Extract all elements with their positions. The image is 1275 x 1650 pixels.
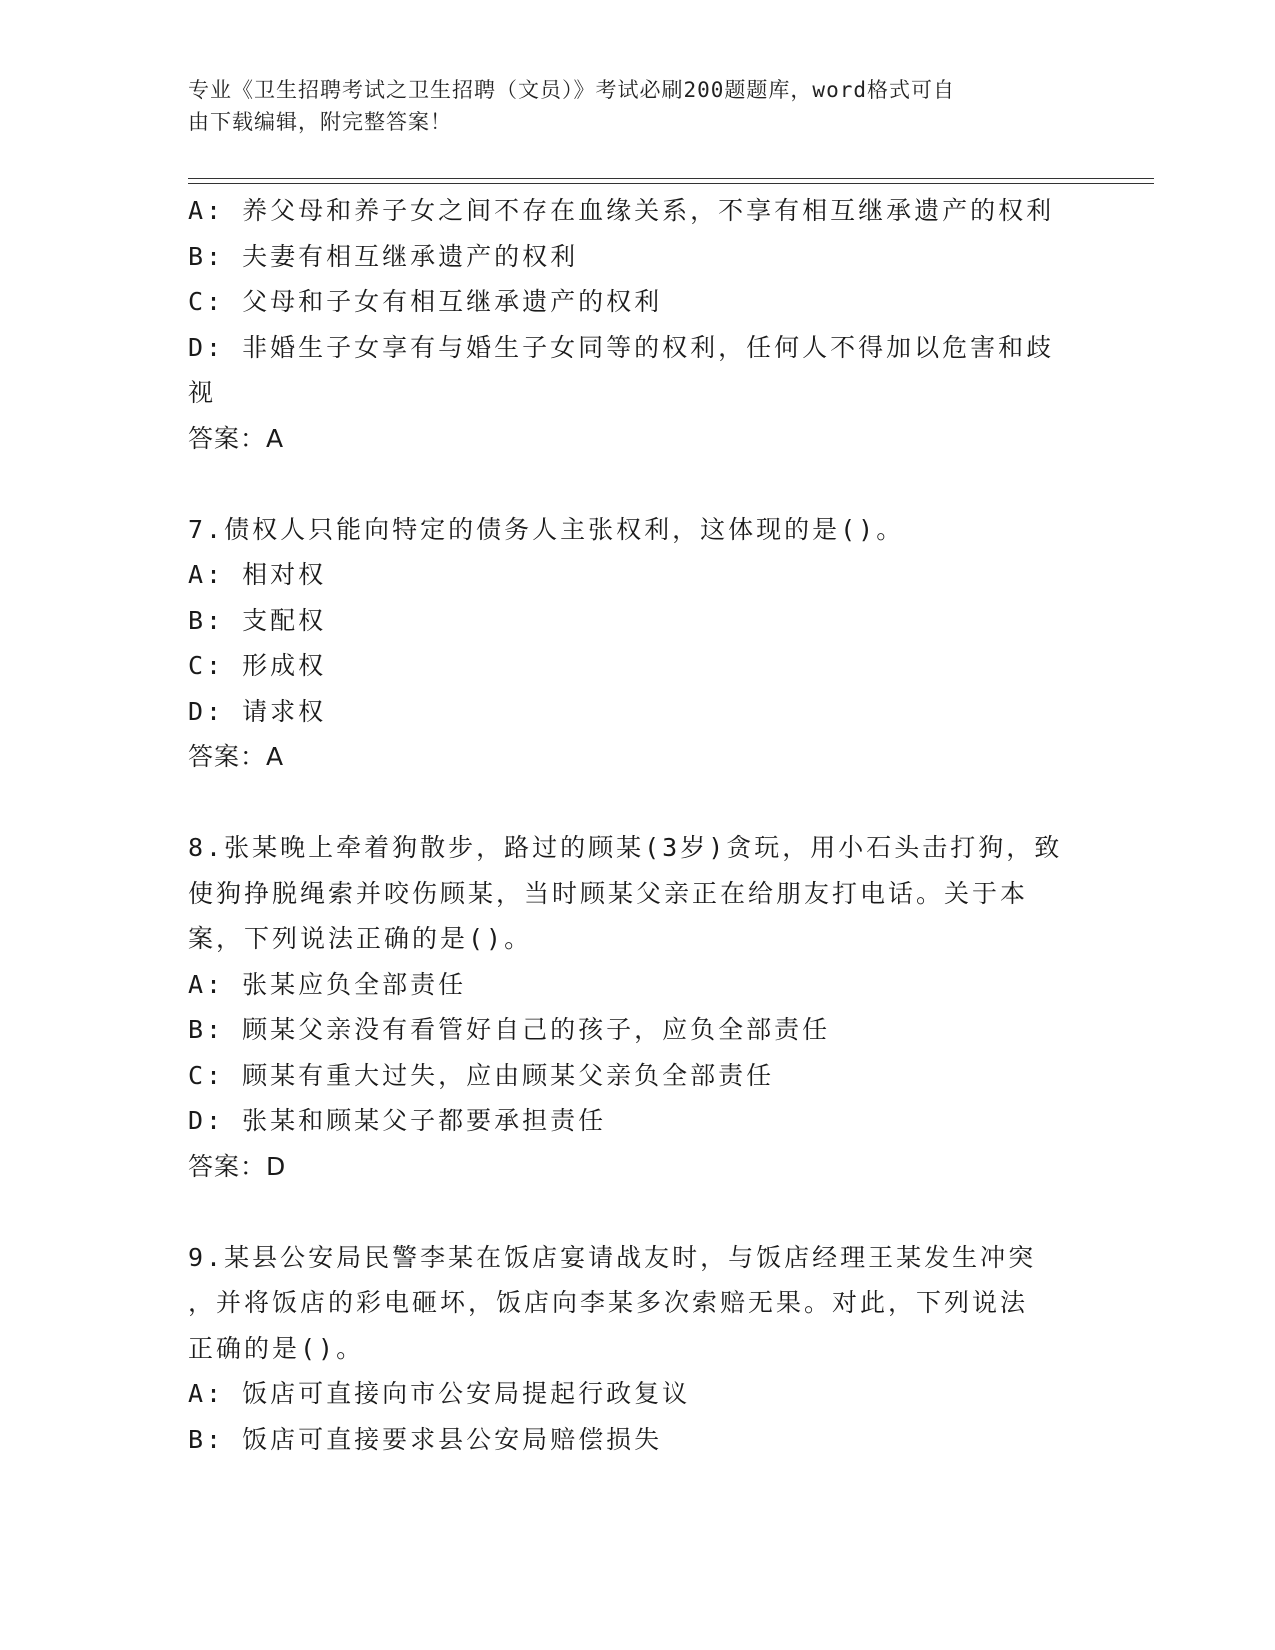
q8-option-b: B: 顾某父亲没有看管好自己的孩子，应负全部责任: [188, 1015, 831, 1044]
q9-stem-line-3: 正确的是()。: [188, 1333, 365, 1363]
q9-option-a: A: 饭店可直接向市公安局提起行政复议: [188, 1379, 691, 1408]
header-line-2: 由下载编辑，附完整答案！: [188, 110, 452, 134]
q8-stem-line-1: 8.张某晚上牵着狗散步，路过的顾某(3岁)贪玩，用小石头击打狗，致: [188, 833, 1063, 862]
q6-option-d-continued: 视: [188, 378, 217, 407]
q6-answer: 答案：A: [188, 423, 285, 453]
q7-answer: 答案：A: [188, 742, 285, 771]
spacer: [188, 461, 1088, 507]
q6-option-c: C: 父母和子女有相互继承遗产的权利: [188, 287, 663, 316]
q9-option-b: B: 饭店可直接要求县公安局赔偿损失: [188, 1424, 663, 1454]
q6-option-d: D: 非婚生子女享有与婚生子女同等的权利，任何人不得加以危害和歧: [188, 332, 1055, 362]
question-7: [188, 507, 1088, 780]
header-line-1: 专业《卫生招聘考试之卫生招聘（文员）》考试必刷200题题库，word格式可自: [188, 78, 955, 102]
q9-stem-line-2: ，并将饭店的彩电砸坏，饭店向李某多次索赔无果。对此，下列说法: [188, 1288, 1029, 1317]
q8-answer: 答案：D: [188, 1151, 287, 1181]
header-rule-top: [188, 178, 1154, 179]
q8-option-d: D: 张某和顾某父子都要承担责任: [188, 1106, 607, 1135]
q8-stem-line-2: 使狗挣脱绳索并咬伤顾某，当时顾某父亲正在给朋友打电话。关于本: [188, 878, 1029, 908]
question-6: [188, 188, 1088, 461]
spacer: [188, 780, 1088, 826]
q8-option-c: C: 顾某有重大过失，应由顾某父亲负全部责任: [188, 1060, 775, 1090]
question-9: [188, 1235, 1088, 1463]
q7-option-b: B: 支配权: [188, 605, 327, 635]
q7-stem: 7.债权人只能向特定的债务人主张权利，这体现的是()。: [188, 514, 905, 544]
q7-option-a: A: 相对权: [188, 560, 327, 589]
q8-stem-line-3: 案，下列说法正确的是()。: [188, 924, 533, 953]
q6-option-b: B: 夫妻有相互继承遗产的权利: [188, 241, 579, 271]
header-rule-bottom: [188, 183, 1154, 184]
document-header: [188, 74, 1068, 138]
spacer: [188, 1189, 1088, 1235]
q8-option-a: A: 张某应负全部责任: [188, 969, 467, 999]
q6-option-a: A: 养父母和养子女之间不存在血缘关系，不享有相互继承遗产的权利: [188, 196, 1055, 225]
q7-option-c: C: 形成权: [188, 651, 327, 680]
question-8: [188, 825, 1088, 1189]
document-body: [188, 188, 1088, 1462]
q7-option-d: D: 请求权: [188, 696, 327, 726]
q9-stem-line-1: 9.某县公安局民警李某在饭店宴请战友时，与饭店经理王某发生冲突: [188, 1242, 1037, 1272]
